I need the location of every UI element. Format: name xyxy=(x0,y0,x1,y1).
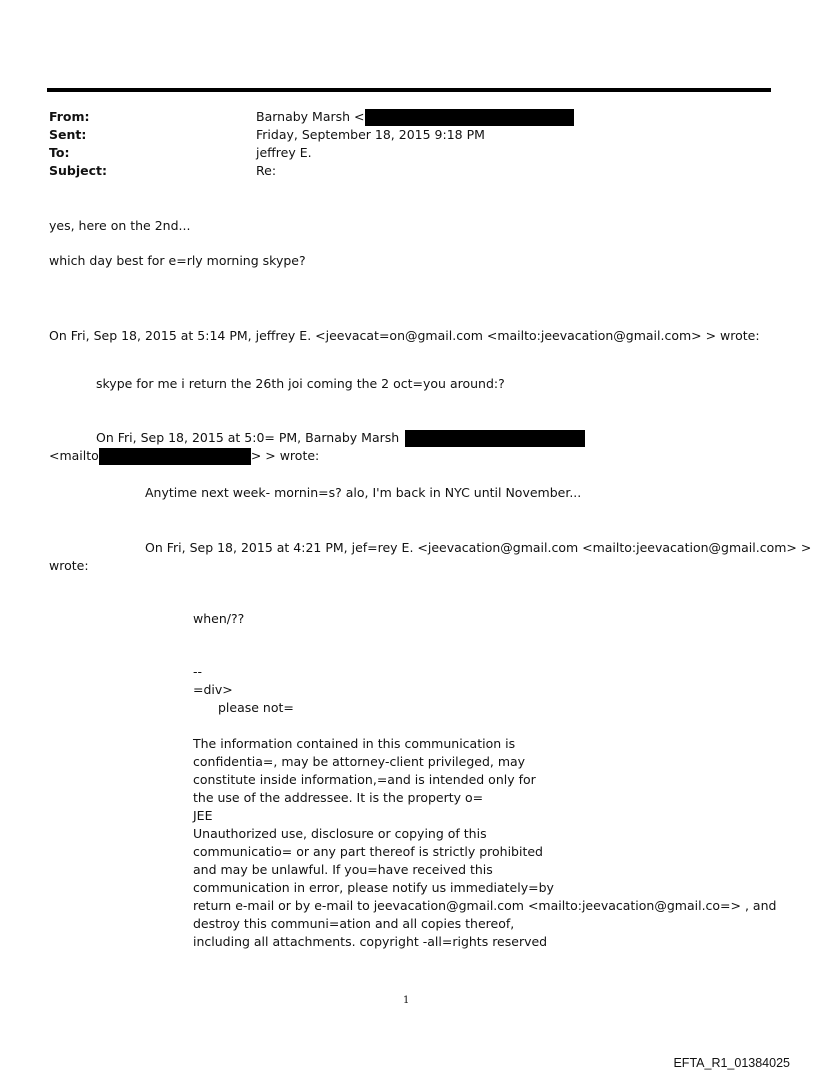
from-label: From: xyxy=(49,109,90,124)
quote2-text: Anytime next week- mornin=s? alo, I'm back in NYC until November... xyxy=(145,485,582,500)
sent-value: Friday, September 18, 2015 9:18 PM xyxy=(256,127,485,142)
to-value: jeffrey E. xyxy=(256,145,312,160)
disclaimer-line: communication in error, please notify us immediately=by xyxy=(193,880,554,895)
quote2-header-a xyxy=(96,430,585,447)
subject-label: Subject: xyxy=(49,163,107,178)
disclaimer-line: The information contained in this communication is xyxy=(193,736,516,751)
disclaimer-line: the use of the addressee. It is the property o= xyxy=(193,790,484,805)
signature-dashes: -- xyxy=(193,664,203,679)
quote3-header-b: wrote: xyxy=(49,558,89,573)
quote1-text: skype for me i return the 26th joi coming the 2 oct=you around:? xyxy=(96,376,505,391)
quote1-header: On Fri, Sep 18, 2015 at 5:14 PM, jeffrey E. <jeevacat=on@gmail.com <mailto:jeevacation@gmail.com> > wrote: xyxy=(49,328,760,343)
disclaimer-line: destroy this communi=ation and all copies thereof, xyxy=(193,916,515,931)
quote2-header-text: On Fri, Sep 18, 2015 at 5:0= PM, Barnaby Marsh xyxy=(96,430,400,445)
disclaimer-line: return e-mail or by e-mail to jeevacation@gmail.com <mailto:jeevacation@gmail.co=> , and xyxy=(193,898,777,913)
disclaimer-line: confidentia=, may be attorney-client privileged, may xyxy=(193,754,526,769)
body-line-2: which day best for e=rly morning skype? xyxy=(49,253,306,268)
subject-value: Re: xyxy=(256,163,277,178)
to-label: To: xyxy=(49,145,70,160)
quote3-header-a: On Fri, Sep 18, 2015 at 4:21 PM, jef=rey E. <jeevacation@gmail.com <mailto:jeevacation@gmail.com> > xyxy=(145,540,812,555)
disclaimer-line: including all attachments. copyright -all=rights reserved xyxy=(193,934,548,949)
from-value xyxy=(256,109,574,126)
redaction-bar xyxy=(405,430,585,447)
quote3-text: when/?? xyxy=(193,611,245,626)
body-line-1: yes, here on the 2nd... xyxy=(49,218,191,233)
quote2-mailto-suffix: > > wrote: xyxy=(250,448,320,463)
signature-div: =div> xyxy=(193,682,233,697)
sent-label: Sent: xyxy=(49,127,87,142)
quote2-header-b xyxy=(49,448,319,465)
page-number: 1 xyxy=(403,995,410,1006)
redaction-bar xyxy=(99,448,251,465)
disclaimer-line: communicatio= or any part thereof is strictly prohibited xyxy=(193,844,543,859)
disclaimer-line: Unauthorized use, disclosure or copying of this xyxy=(193,826,487,841)
disclaimer-line: constitute inside information,=and is intended only for xyxy=(193,772,536,787)
signature-please: please not= xyxy=(218,700,294,715)
document-id: EFTA_R1_01384025 xyxy=(673,1056,790,1070)
disclaimer-line: and may be unlawful. If you=have received this xyxy=(193,862,493,877)
redaction-bar xyxy=(365,109,574,126)
header-rule xyxy=(47,88,771,92)
disclaimer-line: JEE xyxy=(193,808,213,823)
from-name: Barnaby Marsh < xyxy=(256,109,365,124)
quote2-mailto-prefix: <mailto xyxy=(49,448,99,463)
